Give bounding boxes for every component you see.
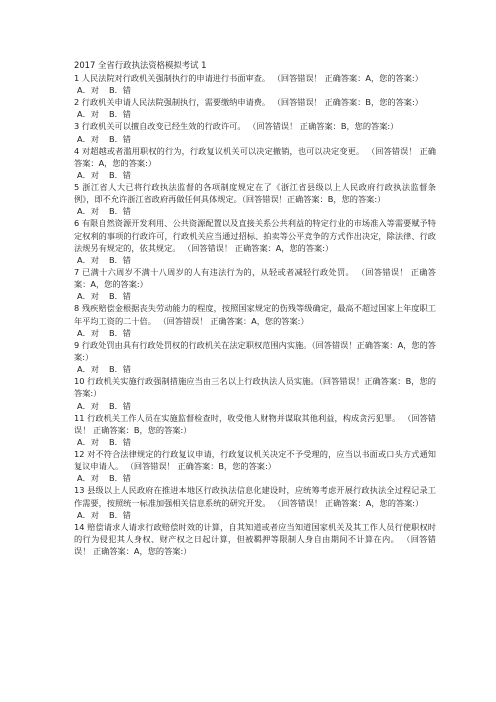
question-text: 11 行政机关工作人员在实施监督检查时，收受他人财物并谋取其他利益，构成贪污犯罪。 （回答错误！ 正确答案：B，您的答案:）	[74, 412, 436, 435]
question-text: 13 县级以上人民政府在推进本地区行政执法信息化建设时，应统筹考虑开展行政执法全过程记录工作需要，按照统一标准加强相关信息系统的研究开发。 （回答错误！ 正确答案：A，您的答案:）	[74, 485, 436, 508]
option-b: B．错	[108, 327, 131, 338]
answer-options	[74, 108, 436, 120]
answer-options	[74, 509, 436, 521]
option-a: A．对	[77, 109, 99, 120]
option-b: B．错	[108, 206, 131, 217]
question-item	[74, 120, 436, 144]
option-a: A．对	[77, 364, 99, 375]
document-title: 2017 全省行政执法资格模拟考试 1	[74, 60, 207, 70]
option-a: A．对	[77, 206, 99, 217]
question-item	[74, 412, 436, 448]
option-b: B．错	[108, 291, 131, 302]
question-item	[74, 521, 436, 558]
option-a: A．对	[77, 400, 99, 411]
option-b: B．错	[108, 473, 131, 484]
question-text: 4 对超越或者滥用职权的行为，行政复议机关可以决定撤销，也可以决定变更。 （回答错误！ 正确答案：A，您的答案:）	[74, 145, 436, 168]
question-item	[74, 484, 436, 520]
answer-options	[74, 290, 436, 302]
question-text: 2 行政机关申请人民法院强制执行，需要缴纳申请费。 （回答错误！ 正确答案：B，您的答案:）	[74, 97, 423, 108]
question-item	[74, 302, 436, 338]
question-item	[74, 145, 436, 181]
question-text: 6 有限自然资源开发利用、公共资源配置以及直接关系公共利益的特定行业的市场准入等需要赋予特定权利的事项的行政许可，行政机关应当通过招标、拍卖等公平竞争的方式作出决定，除法律、行政法规另有规定的，依其规定。 （回答错误！ 正确答案：A，您的答案:）	[74, 218, 436, 253]
question-text: 8 残疾赔偿金根据丧失劳动能力的程度，按照国家规定的伤残等级确定，最高不超过国家上年度职工年平均工资的二十倍。 （回答错误！ 正确答案：A，您的答案:）	[74, 303, 436, 326]
option-a: A．对	[77, 473, 99, 484]
option-b: B．错	[108, 437, 131, 448]
option-a: A．对	[77, 327, 99, 338]
question-item	[74, 266, 436, 302]
option-b: B．错	[108, 364, 131, 375]
option-b: B．错	[108, 109, 131, 120]
option-a: A．对	[77, 255, 99, 266]
option-a: A．对	[77, 437, 99, 448]
question-text: 5 浙江省人大已将行政执法监督的各项制度规定在了《浙江省县级以上人民政府行政执法监督条例》，即不允许浙江省政府再做任何具体规定。（回答错误！正确答案：B，您的答案:）	[74, 182, 436, 205]
question-item	[74, 181, 436, 217]
answer-options	[74, 169, 436, 181]
answer-options	[74, 327, 436, 339]
question-item	[74, 217, 436, 266]
answer-options	[74, 363, 436, 375]
option-a: A．对	[77, 170, 99, 181]
question-text: 12 对不符合法律规定的行政复议申请，行政复议机关决定不予受理的，应当以书面或口头方式通知复议申请人。 （回答错误！ 正确答案：B，您的答案:）	[74, 449, 436, 472]
question-item	[74, 448, 436, 484]
option-a: A．对	[77, 133, 99, 144]
answer-options	[74, 84, 436, 96]
question-text: 9 行政处罚由具有行政处罚权的行政机关在法定职权范围内实施。（回答错误！正确答案：A，您的答案:）	[74, 339, 436, 363]
answer-options	[74, 436, 436, 448]
option-a: A．对	[77, 85, 99, 96]
option-b: B．错	[108, 133, 131, 144]
option-b: B．错	[108, 509, 131, 520]
question-item	[74, 72, 436, 96]
question-text: 14 赔偿请求人请求行政赔偿时效的计算，自其知道或者应当知道国家机关及其工作人员行使职权时的行为侵犯其人身权、财产权之日起计算，但被羁押等限制人身自由期间不计算在内。 （回答错误！ 正确答案：A，您的答案:）	[74, 521, 436, 557]
answer-options	[74, 400, 436, 412]
option-a: A．对	[77, 291, 99, 302]
answer-options	[74, 254, 436, 266]
question-item	[74, 339, 436, 375]
question-text: 3 行政机关可以擅自改变已经生效的行政许可。 （回答错误！ 正确答案：B，您的答案:）	[74, 121, 399, 132]
answer-options	[74, 472, 436, 484]
answer-options	[74, 133, 436, 145]
question-item	[74, 375, 436, 411]
option-b: B．错	[108, 400, 131, 411]
answer-options	[74, 205, 436, 217]
question-item	[74, 96, 436, 120]
question-text: 7 已满十六周岁不满十八周岁的人有违法行为的，从轻或者减轻行政处罚。 （回答错误！ 正确答案：A，您的答案:）	[74, 267, 436, 290]
option-b: B．错	[108, 255, 131, 266]
option-b: B．错	[108, 85, 131, 96]
question-list	[74, 72, 436, 557]
option-a: A．对	[77, 509, 99, 520]
question-text: 1 人民法院对行政机关强制执行的申请进行书面审查。 （回答错误！ 正确答案：A，您的答案:）	[74, 73, 423, 83]
option-b: B．错	[108, 170, 131, 181]
question-text: 10 行政机关实施行政强制措施应当由三名以上行政执法人员实施。（回答错误！正确答案：B，您的答案:）	[74, 376, 436, 399]
